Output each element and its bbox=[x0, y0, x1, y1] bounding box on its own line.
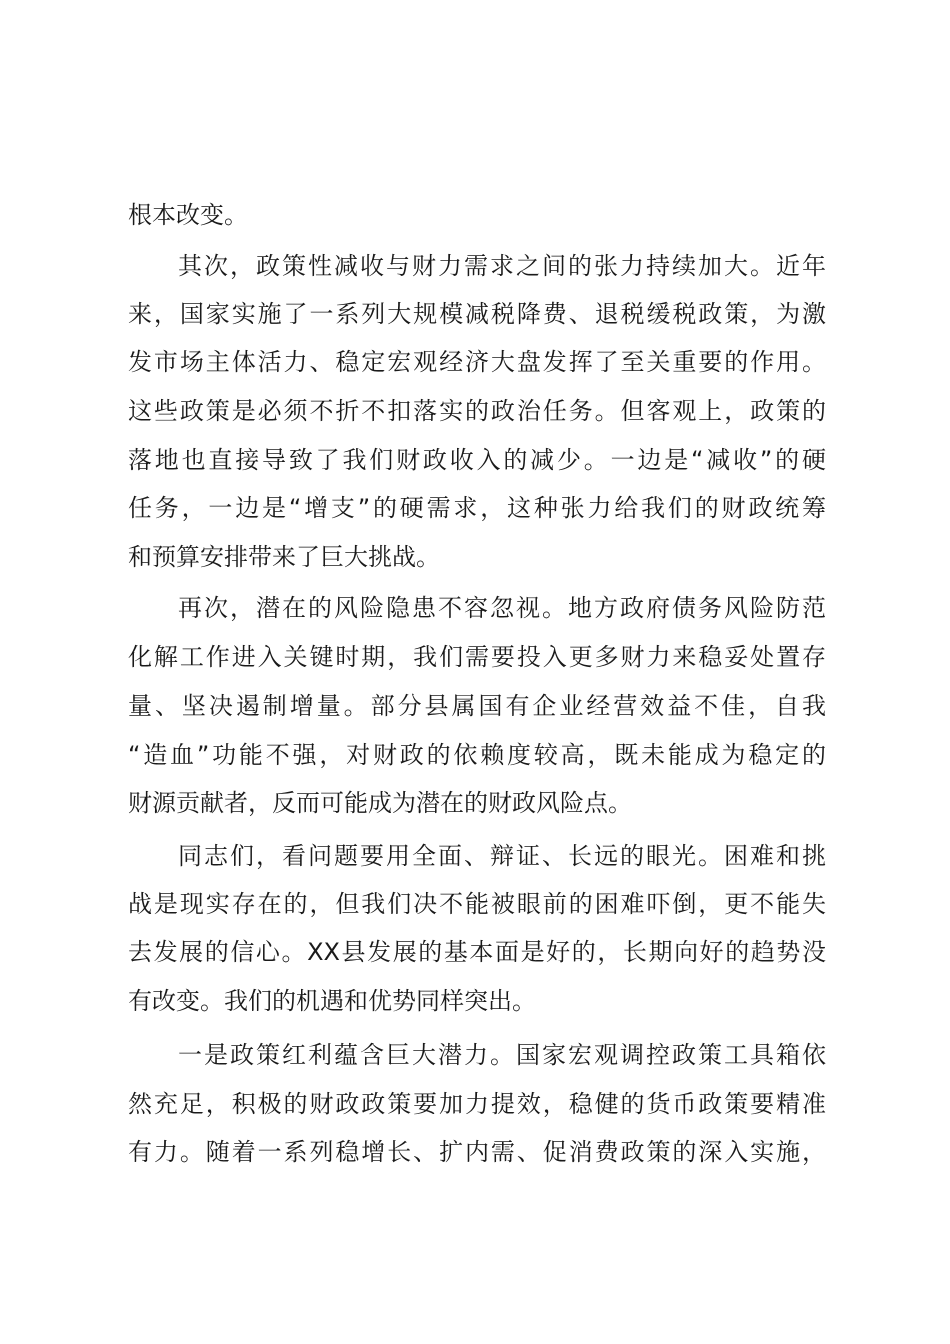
text-line: 和预算安排带来了巨大挑战。 bbox=[128, 543, 440, 571]
text-line: 再次，潜在的风险隐患不容忽视。地方政府债务风险防范 bbox=[178, 594, 826, 622]
text-line: 财源贡献者，反而可能成为潜在的财政风险点。 bbox=[128, 789, 632, 817]
text-line: 同志们，看问题要用全面、辩证、长远的眼光。困难和挑 bbox=[178, 842, 826, 870]
text-line: 一是政策红利蕴含巨大潜力。国家宏观调控政策工具箱依 bbox=[178, 1041, 826, 1069]
text-line: 来，国家实施了一系列大规模减税降费、退税缓税政策，为激 bbox=[128, 300, 826, 328]
text-line: 落地也直接导致了我们财政收入的减少。一边是“减收”的硬 bbox=[128, 446, 826, 474]
text-line: 发市场主体活力、稳定宏观经济大盘发挥了至关重要的作用。 bbox=[128, 348, 826, 376]
text-line: 有改变。我们的机遇和优势同样突出。 bbox=[128, 987, 536, 1015]
text-line: 根本改变。 bbox=[128, 201, 248, 229]
text-line: 这些政策是必须不折不扣落实的政治任务。但客观上，政策的 bbox=[128, 397, 826, 425]
text-line: 其次，政策性减收与财力需求之间的张力持续加大。近年 bbox=[178, 252, 826, 280]
text-line: 任务，一边是“增支”的硬需求，这种张力给我们的财政统筹 bbox=[128, 494, 826, 522]
text-line: 然充足，积极的财政政策要加力提效，稳健的货币政策要精准 bbox=[128, 1090, 826, 1118]
text-line: 战是现实存在的，但我们决不能被眼前的困难吓倒，更不能失 bbox=[128, 890, 826, 918]
text-line: 量、坚决遏制增量。部分县属国有企业经营效益不佳，自我 bbox=[128, 692, 826, 720]
text-line: 化解工作进入关键时期，我们需要投入更多财力来稳妥处置存 bbox=[128, 643, 826, 671]
text-line: 有力。随着一系列稳增长、扩内需、促消费政策的深入实施， bbox=[128, 1138, 826, 1166]
text-line: 去发展的信心。XX县发展的基本面是好的，长期向好的趋势没 bbox=[128, 938, 826, 966]
text-line: “造血”功能不强，对财政的依赖度较高，既未能成为稳定的 bbox=[128, 741, 826, 769]
